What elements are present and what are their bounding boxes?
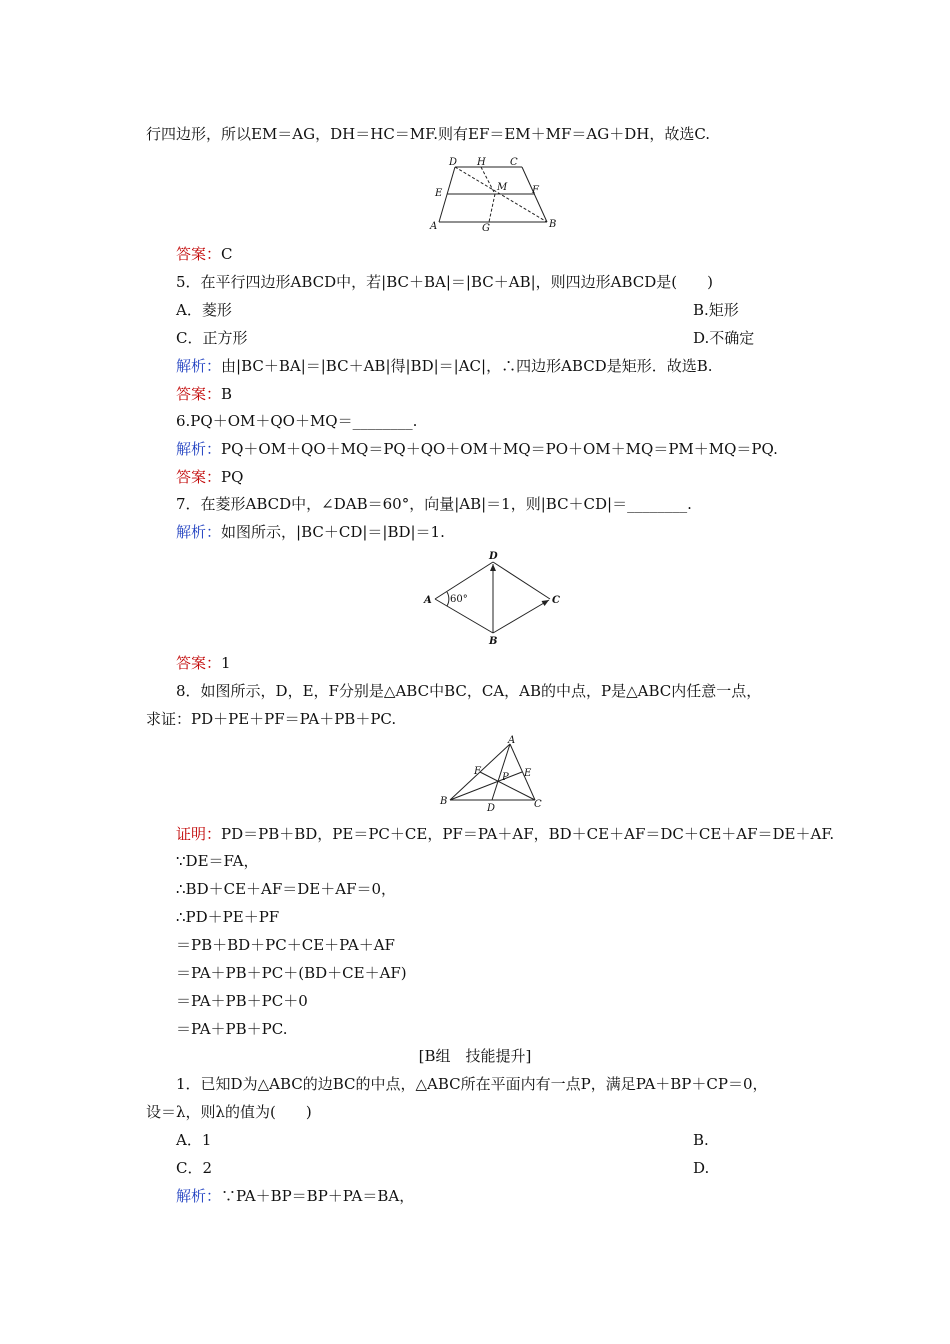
label-D: D [487, 803, 496, 814]
label-G: G [482, 223, 490, 234]
proof-line: ∵DE＝FA， [176, 852, 259, 870]
option-a: A．菱形 [176, 301, 232, 319]
option-d: D.不确定 [693, 329, 755, 347]
trapezoid-figure [425, 155, 565, 235]
text-line: 行四边形，所以EM＝AG，DH＝HC＝MF.则有EF＝EM＋MF＝AG＋DH，故选C. [146, 125, 711, 143]
label-P: P [502, 772, 509, 783]
analysis-text: PQ＋OM＋QO＋MQ＝PQ＋QO＋OM＋MQ＝PO＋OM＋MQ＝PM＋MQ＝PQ. [221, 440, 778, 458]
proof-line: ＝PA＋PB＋PC＋(BD＋CE＋AF) [176, 964, 407, 982]
label-C: C [534, 799, 542, 810]
option-c: C．2 [176, 1159, 213, 1177]
answer-label: 答案： [176, 385, 222, 403]
option-d: D. [693, 1159, 710, 1177]
section-heading: [B组 技能提升] [418, 1047, 532, 1065]
answer-label: 答案： [176, 654, 222, 672]
label-B: B [489, 636, 498, 647]
answer-value: B [221, 385, 233, 403]
analysis-label: 解析： [176, 440, 222, 458]
analysis-label: 解析： [176, 1187, 222, 1205]
triangle-figure [436, 734, 551, 814]
answer-label: 答案： [176, 468, 222, 486]
label-E: E [524, 768, 532, 779]
label-D: D [449, 157, 458, 168]
label-C: C [510, 157, 518, 168]
analysis-text: 由|BC＋BA|＝|BC＋AB|得|BD|＝|AC|，∴四边形ABCD是矩形．故选B. [221, 357, 713, 375]
label-B: B [549, 219, 557, 230]
question-6: 6.PQ＋OM＋QO＋MQ＝________. [176, 412, 418, 430]
label-H: H [477, 157, 486, 168]
analysis-text: 如图所示，|BC＋CD|＝|BD|＝1. [221, 523, 445, 541]
analysis-text: ∵PA＋BP＝BP＋PA＝BA， [221, 1187, 415, 1205]
label-A: A [430, 221, 438, 232]
option-c: C．正方形 [176, 329, 248, 347]
label-A: A [508, 735, 516, 746]
proof-line: ＝PB＋BD＋PC＋CE＋PA＋AF [176, 936, 395, 954]
label-F: F [532, 185, 539, 196]
proof-label: 证明： [176, 825, 222, 843]
option-b: B. [693, 1131, 709, 1149]
proof-line: ＝PA＋PB＋PC. [176, 1020, 288, 1038]
question-7: 7．在菱形ABCD中，∠DAB＝60°，向量|AB|＝1，则|BC＋CD|＝________. [176, 495, 692, 513]
proof-line: ∴BD＋CE＋AF＝DE＋AF＝0， [176, 880, 397, 898]
proof-line: ＝PA＋PB＋PC＋0 [176, 992, 308, 1010]
question-b1-cont: 设＝λ，则λ的值为( ) [146, 1103, 312, 1121]
label-E: E [435, 188, 443, 199]
answer-value: PQ [221, 468, 244, 486]
label-A: A [424, 595, 432, 606]
answer-value: C [221, 245, 233, 263]
label-D: D [489, 551, 498, 562]
label-F: F [474, 766, 481, 777]
question-5: 5．在平行四边形ABCD中，若|BC＋BA|＝|BC＋AB|，则四边形ABCD是( ) [176, 273, 714, 291]
angle-label: 60° [450, 594, 468, 605]
question-8-cont: 求证：PD＋PE＋PF＝PA＋PB＋PC. [146, 710, 397, 728]
question-8: 8．如图所示，D，E，F分别是△ABC中BC，CA，AB的中点，P是△ABC内任意一点， [176, 682, 762, 700]
question-b1: 1．已知D为△ABC的边BC的中点，△ABC所在平面内有一点P，满足PA＋BP＋CP＝0， [176, 1075, 768, 1093]
label-M: M [497, 182, 508, 193]
rhombus-figure [418, 548, 568, 648]
proof-line: ∴PD＋PE＋PF [176, 908, 280, 926]
option-a: A．1 [176, 1131, 212, 1149]
analysis-label: 解析： [176, 357, 222, 375]
analysis-label: 解析： [176, 523, 222, 541]
proof-text: PD＝PB＋BD，PE＝PC＋CE，PF＝PA＋AF，BD＋CE＋AF＝DC＋CE＋AF＝DE＋AF. [221, 825, 835, 843]
label-C: C [552, 595, 560, 606]
answer-label: 答案： [176, 245, 222, 263]
answer-value: 1 [221, 654, 231, 672]
option-b: B.矩形 [693, 301, 739, 319]
label-B: B [440, 796, 448, 807]
